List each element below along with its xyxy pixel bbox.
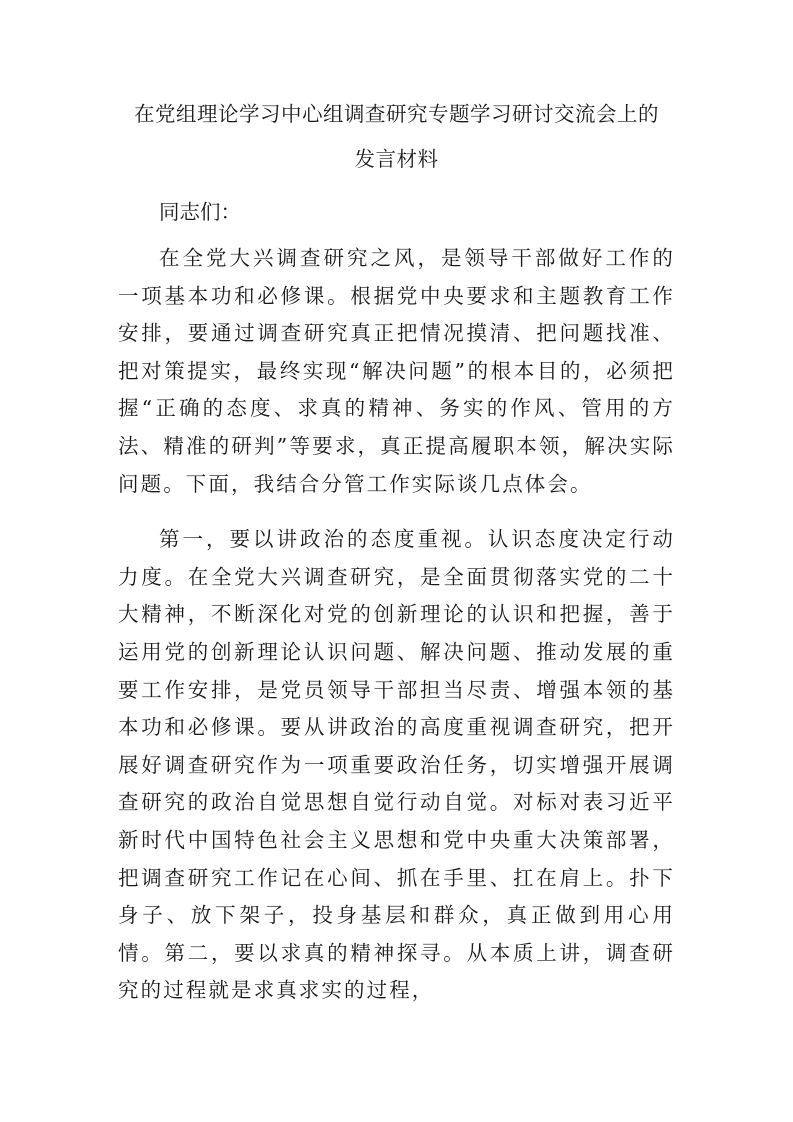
title-line-1: 在党组理论学习中心组调查研究专题学习研讨交流会上的 <box>134 102 659 126</box>
salutation: 同志们： <box>159 200 241 224</box>
title-line-2: 发言材料 <box>354 147 439 171</box>
paragraph-intro: 在全党大兴调查研究之风，是领导干部做好工作的一项基本功和必修课。根据党中央要求和主题教育工作安排，要通过调查研究真正把情况摸清、把问题找准、把对策提实，最终实现“解决问题”的根本目的，必须把握“正确的态度、求真的精神、务实的作风、管用的方法、精准的研判”等要求，真正提高履职本领，解决实际问题。下面，我结合分管工作实际谈几点体会。 <box>118 246 675 496</box>
paragraph-first-point: 第一，要以讲政治的态度重视。认识态度决定行动力度。在全党大兴调查研究，是全面贯彻落实党的二十大精神，不断深化对党的创新理论的认识和把握，善于运用党的创新理论认识问题、解决问题、推动发展的重要工作安排，是党员领导干部担当尽责、增强本领的基本功和必修课。要从讲政治的高度重视调查研究，把开展好调查研究作为一项重要政治任务，切实增强开展调查研究的政治自觉思想自觉行动自觉。对标对表习近平新时代中国特色社会主义思想和党中央重大决策部署，把调查研究工作记在心间、抓在手里、扛在肩上。扑下身子、放下架子，投身基层和群众，真正做到用心用情。第二，要以求真的精神探寻。从本质上讲，调查研究的过程就是求真求实的过程， <box>118 527 675 1003</box>
document-title <box>118 92 675 182</box>
